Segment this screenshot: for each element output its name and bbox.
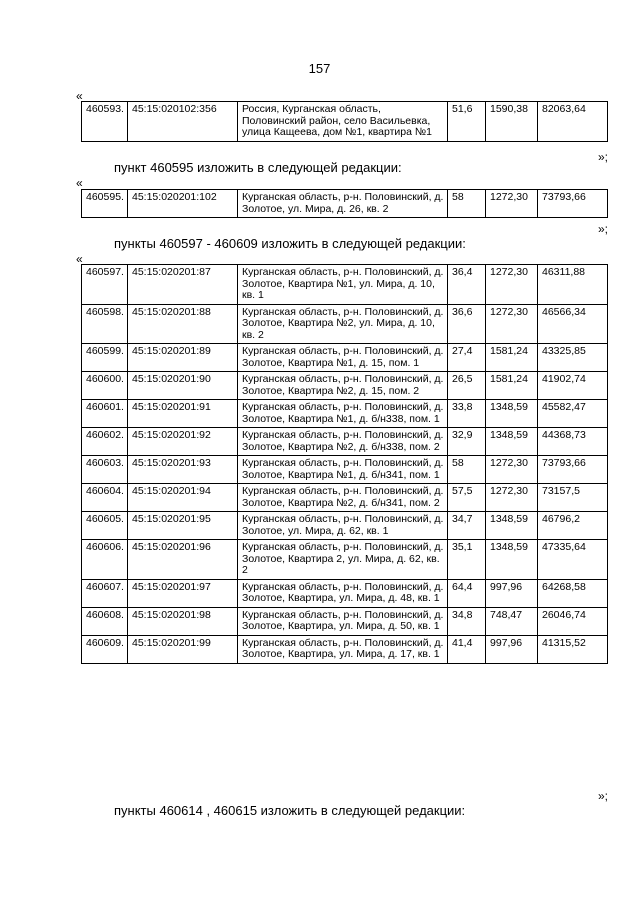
rate-cell: 1581,24 (486, 372, 538, 400)
area-cell: 51,6 (448, 102, 486, 142)
table-row (82, 540, 608, 580)
cadastral-value-cell: 44368,73 (538, 428, 608, 456)
cadastral-value-cell: 41315,52 (538, 635, 608, 663)
area-cell: 27,4 (448, 344, 486, 372)
area-cell: 58 (448, 190, 486, 218)
row-number-cell: 460609. (82, 635, 128, 663)
cadastral-number-cell: 45:15:020201:89 (128, 344, 238, 372)
address-cell: Курганская область, р-н. Половинский, д. Золотое, Квартира №2, д. б/н338, пом. 2 (238, 428, 448, 456)
cadastral-number-cell: 45:15:020201:99 (128, 635, 238, 663)
cadastral-value-cell: 43325,85 (538, 344, 608, 372)
row-number-cell: 460595. (82, 190, 128, 218)
cadastral-value-cell: 45582,47 (538, 400, 608, 428)
rate-cell: 1272,30 (486, 484, 538, 512)
rate-cell: 1272,30 (486, 190, 538, 218)
rate-cell: 1348,59 (486, 400, 538, 428)
row-number-cell: 460604. (82, 484, 128, 512)
address-cell: Курганская область, р-н. Половинский, д. Золотое, Квартира №1, д. 15, пом. 1 (238, 344, 448, 372)
table-row (82, 190, 608, 218)
area-cell: 36,4 (448, 265, 486, 305)
table-row (82, 102, 608, 142)
area-cell: 58 (448, 456, 486, 484)
address-cell: Курганская область, р-н. Половинский, д. Золотое, ул. Мира, д. 26, кв. 2 (238, 190, 448, 218)
area-cell: 35,1 (448, 540, 486, 580)
amendment-instruction: пункты 460614 , 460615 изложить в следующей редакции: (114, 803, 466, 818)
address-cell: Курганская область, р-н. Половинский, д. Золотое, Квартира, ул. Мира, д. 17, кв. 1 (238, 635, 448, 663)
page-number: 157 (308, 61, 331, 76)
row-number-cell: 460605. (82, 512, 128, 540)
cadastral-number-cell: 45:15:020201:96 (128, 540, 238, 580)
row-number-cell: 460593. (82, 102, 128, 142)
row-number-cell: 460601. (82, 400, 128, 428)
row-number-cell: 460607. (82, 579, 128, 607)
amendment-instruction: пункты 460597 - 460609 изложить в следующей редакции: (114, 236, 466, 251)
address-cell: Курганская область, р-н. Половинский, д. Золотое, Квартира №1, ул. Мира, д. 10, кв. 1 (238, 265, 448, 305)
cadastral-number-cell: 45:15:020102:356 (128, 102, 238, 142)
area-cell: 32,9 (448, 428, 486, 456)
address-cell: Курганская область, р-н. Половинский, д. Золотое, Квартира №1, д. б/н338, пом. 1 (238, 400, 448, 428)
cadastral-number-cell: 45:15:020201:88 (128, 304, 238, 344)
table-row (82, 456, 608, 484)
cadastral-value-cell: 46311,88 (538, 265, 608, 305)
quote-open: « (76, 176, 83, 190)
cadastral-number-cell: 45:15:020201:91 (128, 400, 238, 428)
registry-table (81, 189, 608, 218)
table-row (82, 579, 608, 607)
cadastral-value-cell: 46796,2 (538, 512, 608, 540)
cadastral-value-cell: 73157,5 (538, 484, 608, 512)
cadastral-number-cell: 45:15:020201:94 (128, 484, 238, 512)
table-row (82, 484, 608, 512)
rate-cell: 997,96 (486, 635, 538, 663)
address-cell: Россия, Курганская область, Половинский район, село Васильевка, улица Кащеева, дом №1, квартира №1 (238, 102, 448, 142)
address-cell: Курганская область, р-н. Половинский, д. Золотое, ул. Мира, д. 62, кв. 1 (238, 512, 448, 540)
area-cell: 41,4 (448, 635, 486, 663)
row-number-cell: 460602. (82, 428, 128, 456)
cadastral-value-cell: 73793,66 (538, 456, 608, 484)
registry-table (81, 101, 608, 142)
rate-cell: 1348,59 (486, 512, 538, 540)
table-row (82, 372, 608, 400)
address-cell: Курганская область, р-н. Половинский, д. Золотое, Квартира 2, ул. Мира, д. 62, кв. 2 (238, 540, 448, 580)
quote-close: »; (598, 222, 609, 236)
quote-close: »; (598, 789, 609, 803)
cadastral-value-cell: 26046,74 (538, 607, 608, 635)
area-cell: 36,6 (448, 304, 486, 344)
row-number-cell: 460606. (82, 540, 128, 580)
rate-cell: 1272,30 (486, 456, 538, 484)
cadastral-value-cell: 82063,64 (538, 102, 608, 142)
area-cell: 57,5 (448, 484, 486, 512)
area-cell: 33,8 (448, 400, 486, 428)
cadastral-number-cell: 45:15:020201:92 (128, 428, 238, 456)
rate-cell: 1581,24 (486, 344, 538, 372)
rate-cell: 748,47 (486, 607, 538, 635)
cadastral-number-cell: 45:15:020201:87 (128, 265, 238, 305)
cadastral-value-cell: 47335,64 (538, 540, 608, 580)
table-row (82, 400, 608, 428)
quote-open: « (76, 252, 83, 266)
cadastral-number-cell: 45:15:020201:102 (128, 190, 238, 218)
address-cell: Курганская область, р-н. Половинский, д. Золотое, Квартира №2, ул. Мира, д. 10, кв. 2 (238, 304, 448, 344)
rate-cell: 1272,30 (486, 265, 538, 305)
rate-cell: 997,96 (486, 579, 538, 607)
address-cell: Курганская область, р-н. Половинский, д. Золотое, Квартира №1, д. б/н341, пом. 1 (238, 456, 448, 484)
address-cell: Курганская область, р-н. Половинский, д. Золотое, Квартира, ул. Мира, д. 48, кв. 1 (238, 579, 448, 607)
rate-cell: 1348,59 (486, 540, 538, 580)
address-cell: Курганская область, р-н. Половинский, д. Золотое, Квартира №2, д. б/н341, пом. 2 (238, 484, 448, 512)
address-cell: Курганская область, р-н. Половинский, д. Золотое, Квартира №2, д. 15, пом. 2 (238, 372, 448, 400)
cadastral-number-cell: 45:15:020201:97 (128, 579, 238, 607)
rate-cell: 1590,38 (486, 102, 538, 142)
row-number-cell: 460600. (82, 372, 128, 400)
rate-cell: 1272,30 (486, 304, 538, 344)
table-row (82, 428, 608, 456)
row-number-cell: 460608. (82, 607, 128, 635)
cadastral-value-cell: 41902,74 (538, 372, 608, 400)
cadastral-number-cell: 45:15:020201:95 (128, 512, 238, 540)
rate-cell: 1348,59 (486, 428, 538, 456)
quote-close: »; (598, 150, 609, 164)
area-cell: 64,4 (448, 579, 486, 607)
cadastral-number-cell: 45:15:020201:98 (128, 607, 238, 635)
table-row (82, 607, 608, 635)
registry-table (81, 264, 608, 664)
row-number-cell: 460598. (82, 304, 128, 344)
row-number-cell: 460597. (82, 265, 128, 305)
area-cell: 34,7 (448, 512, 486, 540)
table-row (82, 265, 608, 305)
address-cell: Курганская область, р-н. Половинский, д. Золотое, Квартира, ул. Мира, д. 50, кв. 1 (238, 607, 448, 635)
table-row (82, 635, 608, 663)
area-cell: 34,8 (448, 607, 486, 635)
table-row (82, 344, 608, 372)
quote-open: « (76, 89, 83, 103)
row-number-cell: 460603. (82, 456, 128, 484)
amendment-instruction: пункт 460595 изложить в следующей редакции: (114, 160, 402, 175)
area-cell: 26,5 (448, 372, 486, 400)
cadastral-value-cell: 73793,66 (538, 190, 608, 218)
cadastral-number-cell: 45:15:020201:93 (128, 456, 238, 484)
table-row (82, 512, 608, 540)
cadastral-value-cell: 64268,58 (538, 579, 608, 607)
cadastral-value-cell: 46566,34 (538, 304, 608, 344)
row-number-cell: 460599. (82, 344, 128, 372)
table-row (82, 304, 608, 344)
cadastral-number-cell: 45:15:020201:90 (128, 372, 238, 400)
